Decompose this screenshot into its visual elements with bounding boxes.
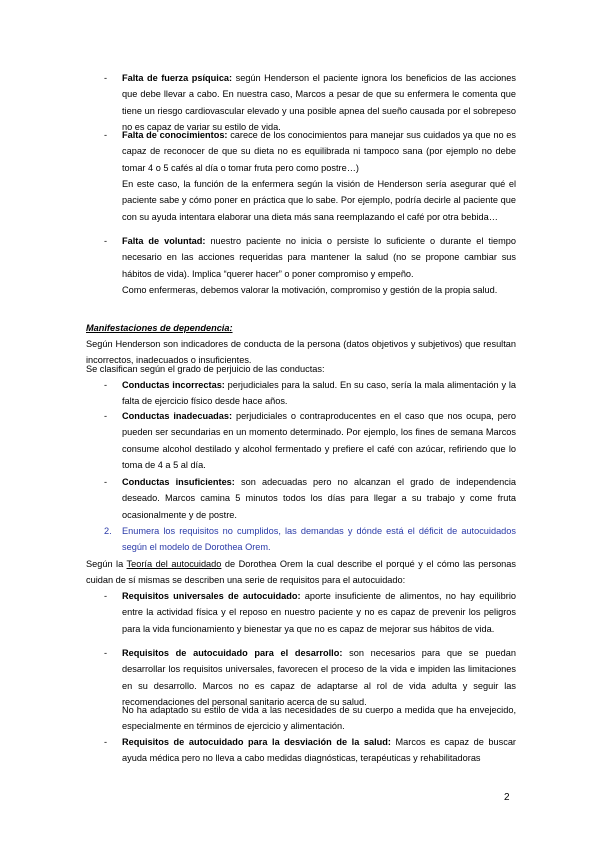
item-text: Marcos es capaz de buscar ayuda médica pero no lleva a cabo medidas diagnósticas, terapéuticas y rehabilitadoras bbox=[122, 737, 516, 764]
item-label: Requisitos de autocuidado para el desarrollo: bbox=[122, 648, 343, 658]
bullet: - bbox=[104, 477, 108, 487]
item-label: Falta de conocimientos: bbox=[122, 130, 228, 140]
item-label: Conductas insuficientes: bbox=[122, 477, 235, 487]
list-item bbox=[122, 734, 516, 767]
bullet: - bbox=[104, 236, 108, 246]
item-text: según Henderson el paciente ignora los beneficios de las acciones que debe llevar a cabo. En nuestra caso, Marcos a pesar de que su enfermera le comenta que tiene un riesgo cardiovascular elevado y una posible apnea del sueño causada por el sobrepeso no es capaz de variar su estilo de vida. bbox=[122, 73, 516, 133]
list-item bbox=[122, 588, 516, 637]
paragraph: Según Henderson son indicadores de conducta de la persona (datos objetivos y subjetivos) que resultan incorrectos, inadecuados o insuficientes. bbox=[86, 339, 516, 366]
list-item bbox=[122, 127, 516, 176]
list-item bbox=[122, 645, 516, 711]
underlined-term: Teoría del autocuidado bbox=[126, 559, 222, 569]
item-label: Requisitos universales de autocuidado: bbox=[122, 591, 301, 601]
list-item bbox=[122, 70, 516, 136]
item-text: perjudiciales para la salud. En su caso, sería la mala alimentación y la falta de ejercicio físico desde hace años. bbox=[122, 380, 516, 407]
bullet: - bbox=[104, 380, 108, 390]
item-paragraph: En este caso, la función de la enfermera según la visión de Henderson sería asegurar qué el paciente sabe y cómo poner en práctica que lo sabe. Por ejemplo, podría decirle al paciente que con su ayuda intentara elaborar una dieta más sana reemplazando el café por otra bebida… bbox=[122, 179, 516, 222]
item-text: son necesarios para que se puedan desarrollar los requisitos universales, favorecen el proceso de la vida e impiden las limitaciones en su desarrollo. Marcos no es capaz de adaptarse al rol de vida adulta y seguir las recomendaciones del personal sanitario acerca de su salud. bbox=[122, 648, 516, 708]
item-text: perjudiciales o contraproducentes en el caso que nos ocupa, pero pueden ser secundarias en un momento determinado. Por ejemplo, los fines de semana Marcos consume alcohol destilado y alcohol fermentado y prefiere el café con azúcar, refiriendo que lo toma de 4 a 5 al día. bbox=[122, 411, 517, 471]
item-paragraph: No ha adaptado su estilo de vida a las necesidades de su cuerpo a medida que ha envejecido, especialmente en términos de ejercicio y alimentación. bbox=[122, 705, 516, 732]
text-span: Según la bbox=[86, 559, 127, 569]
bullet: - bbox=[104, 591, 108, 601]
list-item bbox=[122, 474, 516, 523]
item-label: Requisitos de autocuidado para la desviación de la salud: bbox=[122, 737, 391, 747]
bullet: - bbox=[104, 737, 108, 747]
item-label: Falta de voluntad: bbox=[122, 236, 206, 246]
bullet: - bbox=[104, 130, 108, 140]
item-text: nuestro paciente no inicia o persiste lo suficiente o durante el tiempo necesario en las acciones requeridas para mantener la salud (no se propone cambiar sus hábitos de vida). Implica “querer hacer” o poner compromiso y empeño. bbox=[122, 236, 516, 279]
item-label: Conductas incorrectas: bbox=[122, 380, 225, 390]
item-paragraph: Como enfermeras, debemos valorar la motivación, compromiso y gestión de la propia salud. bbox=[122, 285, 498, 295]
paragraph: Se clasifican según el grado de perjuicio de las conductas: bbox=[86, 364, 325, 374]
paragraph bbox=[86, 556, 516, 589]
list-item bbox=[122, 233, 516, 282]
bullet: - bbox=[104, 73, 108, 83]
question-text: Enumera los requisitos no cumplidos, las demandas y dónde está el déficit de autocuidados según el modelo de Dorothea Orem. bbox=[122, 526, 516, 553]
question-number: 2. bbox=[104, 526, 112, 536]
section-heading: Manifestaciones de dependencia: bbox=[86, 323, 233, 333]
bullet: - bbox=[104, 411, 108, 421]
item-text: son adecuadas pero no alcanzan el grado de independencia deseado. Marcos camina 5 minutos todos los días para llegar a su trabajo y come fruta ocasionalmente y de postre. bbox=[122, 477, 516, 520]
list-item bbox=[122, 377, 516, 410]
list-item bbox=[122, 408, 516, 474]
item-label: Conductas inadecuadas: bbox=[122, 411, 233, 421]
text-span: de Dorothea Orem la cual describe el porqué y el cómo las personas cuidan de sí mismas se describen una serie de requisitos para el autocuidado: bbox=[86, 559, 516, 586]
item-label: Falta de fuerza psíquica: bbox=[122, 73, 233, 83]
bullet: - bbox=[104, 648, 108, 658]
item-text: aporte insuficiente de alimentos, no hay equilibrio entre la actividad física y el reposo en nuestro paciente y no es capaz de prevenir los peligros para la vida funcionamiento y bienestar ya que no es capaz de mejorar sus hábitos de vida. bbox=[122, 591, 516, 634]
page-number: 2 bbox=[504, 792, 510, 803]
item-text: carece de los conocimientos para manejar sus cuidados ya que no es capaz de reconocer de que su dieta no es equilibrada ni tampoco sana (por ejemplo no debe tomar 4 o 5 cafés al día o tomar fruta pero como postre…) bbox=[122, 130, 516, 173]
